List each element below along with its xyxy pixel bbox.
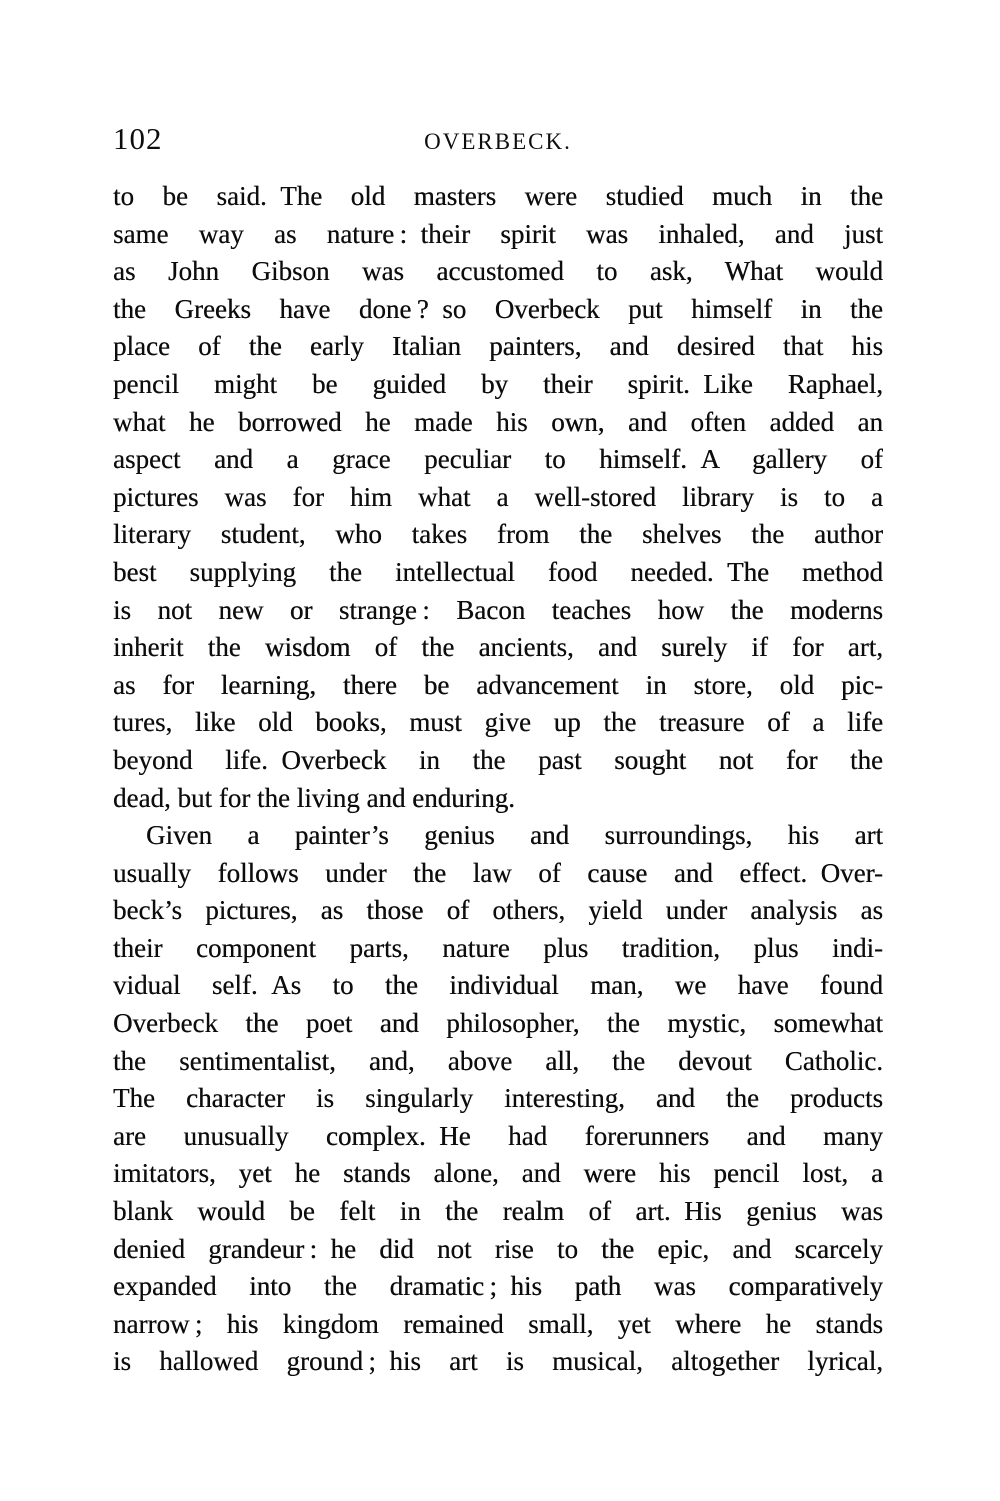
text-line: tures, like old books, must give up the treasure of a life bbox=[113, 707, 883, 738]
text-line: aspect and a grace peculiar to himself. A gallery of bbox=[113, 444, 883, 475]
paragraph bbox=[113, 817, 883, 1381]
text-line: Overbeck the poet and philosopher, the mystic, somewhat bbox=[113, 1008, 883, 1039]
text-line: as for learning, there be advancement in store, old pic- bbox=[113, 669, 883, 700]
running-head: OVERBECK. bbox=[424, 129, 572, 154]
text-line: beyond life. Overbeck in the past sought not for the bbox=[113, 744, 883, 775]
page-number: 102 bbox=[113, 121, 163, 156]
text-line: vidual self. As to the individual man, we have found bbox=[113, 970, 883, 1001]
text-line: Given a painter’s genius and surroundings, his art bbox=[146, 820, 883, 851]
text-line: The character is singularly interesting, and the products bbox=[113, 1083, 883, 1114]
text-line: beck’s pictures, as those of others, yield under analysis as bbox=[113, 895, 883, 926]
text-line: to be said. The old masters were studied much in the bbox=[113, 181, 883, 211]
text-line: the sentimentalist, and, above all, the devout Catholic. bbox=[113, 1045, 883, 1076]
text-line: pencil might be guided by their spirit. Like Raphael, bbox=[113, 368, 883, 399]
text-line: pictures was for him what a well-stored library is to a bbox=[113, 481, 883, 512]
text-line: imitators, yet he stands alone, and were his pencil lost, a bbox=[113, 1158, 883, 1189]
text-line: is not new or strange : Bacon teaches how the moderns bbox=[113, 594, 883, 625]
text-line: narrow ; his kingdom remained small, yet where he stands bbox=[113, 1308, 883, 1339]
text-line: place of the early Italian painters, and desired that his bbox=[113, 331, 883, 362]
text-line: blank would be felt in the realm of art. His genius was bbox=[113, 1196, 883, 1227]
text-line: their component parts, nature plus tradition, plus indi- bbox=[113, 932, 883, 963]
text-line: as John Gibson was accustomed to ask, What would bbox=[113, 256, 883, 287]
text-line: usually follows under the law of cause and effect. Over- bbox=[113, 857, 883, 888]
text-line: literary student, who takes from the shelves the author bbox=[113, 519, 883, 550]
text-line: denied grandeur : he did not rise to the epic, and scarcely bbox=[113, 1233, 883, 1264]
text-line: is hallowed ground ; his art is musical, altogether lyrical, bbox=[113, 1346, 883, 1377]
text-line: what he borrowed he made his own, and often added an bbox=[113, 406, 883, 437]
text-line: are unusually complex. He had forerunners and many bbox=[113, 1120, 883, 1151]
text-line: inherit the wisdom of the ancients, and surely if for art, bbox=[113, 632, 883, 663]
text-line: expanded into the dramatic ; his path was comparatively bbox=[113, 1271, 883, 1302]
paragraph bbox=[113, 178, 883, 817]
page-header bbox=[113, 120, 883, 160]
body-text bbox=[113, 178, 883, 1381]
text-line: same way as nature : their spirit was inhaled, and just bbox=[113, 218, 883, 249]
text-line: best supplying the intellectual food needed. The method bbox=[113, 556, 883, 587]
text-line: dead, but for the living and enduring. bbox=[113, 782, 515, 813]
text-line: the Greeks have done ? so Overbeck put himself in the bbox=[113, 293, 883, 324]
